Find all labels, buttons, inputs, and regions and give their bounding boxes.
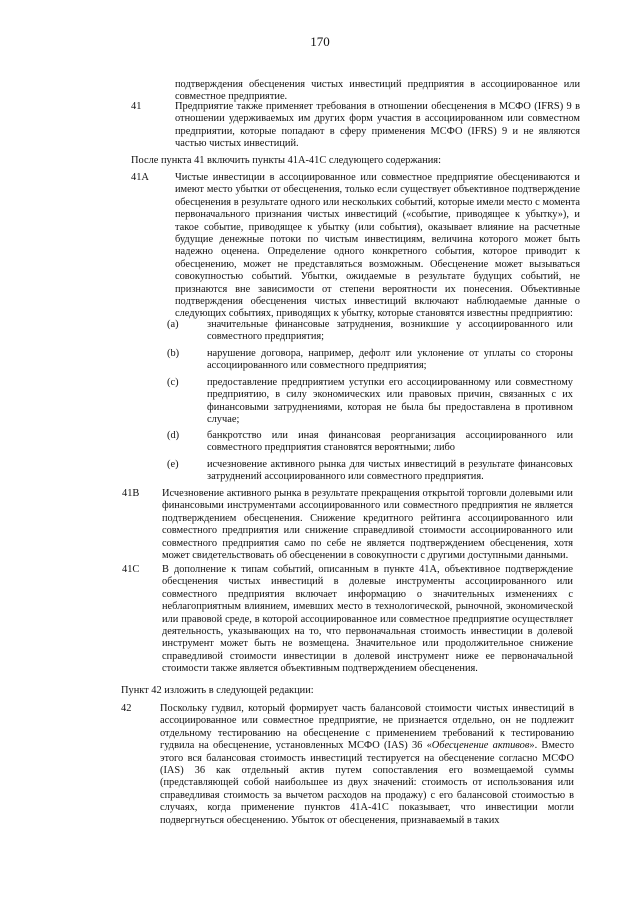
item-b-label: (b) — [167, 348, 180, 359]
para-42-text: Поскольку гудвил, который формирует часть балансовой стоимости чистых инвестиций в ассоциированное или совместное предприятие, не признается отдельно, он не подлежит отдельному тестированию на обесценение с применением требований к тестированию гудвила на обесценение, установленных МСФО (IAS) 36 «Обесценение активов». Вместо этого вся балансовая стоимость инвестиций тестируется на обесценение согласно МСФО (IAS) 36 как отдельный актив путем сопоставления его возмещаемой суммы (представляющей собой наибольшее из двух значений: стоимость от использования или справедливая стоимость за вычетом расходов на продажу) с его балансовой стоимостью в случаях, когда применение пунктов 41А-41С показывает, что инвестиции могли подвергнуться обесценению. Убыток от обесценения, признаваемый в таких — [160, 703, 575, 826]
item-e-text: исчезновение активного рынка для чистых инвестиций в результате финансовых затруднений ассоциированного или совместного предприятия. — [207, 459, 573, 483]
item-d-text: банкротство или иная финансовая реорганизация ассоциированного или совместного предприятия становятся вероятными; либо — [207, 430, 573, 454]
item-c-text: предоставление предприятием уступки его ассоциированному или совместному предприятию, в силу экономических или правовых причин, связанных с их финансовыми затруднениями, которая не была бы предоставлена в противном случае; — [207, 377, 573, 426]
instruction-42: Пункт 42 изложить в следующей редакции: — [121, 685, 314, 696]
para-41A-text: Чистые инвестиции в ассоциированное или совместное предприятие обесцениваются и имеют место убытки от обесценения, только если существует объективное подтверждение обесценения в результате одного или нескольких событий, которые имели место с момента первоначального признания чистых инвестиций («событие, приводящее к убытку»), и такое событие, приводящее к убытку (или события), оказывает влияние на расчетные будущие денежные потоки по чистым инвестициям, величина которого может быть надежно оценена. Определение одного конкретного события, которое приводит к обесценению, может не представляться возможным. Обесценение может вызываться совокупностью событий. Убытки, ожидаемые в результате будущих событий, не признаются вне зависимости от степени вероятности их понесения. Объективные подтверждения обесценения чистых инвестиций включают наблюдаемые данные о следующих событиях, приводящих к убытку, которые становятся известны предприятию: — [175, 172, 580, 320]
item-e-label: (e) — [167, 459, 179, 470]
para-41C-number: 41С — [122, 564, 140, 575]
item-c-label: (c) — [167, 377, 179, 388]
para-42-italic-title: Обесценение активов — [431, 740, 530, 752]
para-41-text: Предприятие также применяет требования в отношении обесценения в МСФО (IFRS) 9 в отношении удерживаемых им других форм участия в ассоциированном или совместном предприятии, которые попадают в сферу применения МСФО (IFRS) 9 и не являются частью чистых инвестиций. — [175, 101, 580, 150]
para-41-number: 41 — [131, 101, 142, 112]
item-a-label: (a) — [167, 319, 179, 330]
page-number: 170 — [310, 34, 330, 49]
instruction-41: После пункта 41 включить пункты 41А-41С следующего содержания: — [131, 155, 441, 166]
para-41C-text: В дополнение к типам событий, описанным в пункте 41А, объективное подтверждение обесценения чистых инвестиций в долевые инструменты ассоциированного или совместного предприятия включает информацию о значительных изменениях с неблагоприятным влиянием, имевших место в технологической, рыночной, экономической или правовой среде, в которой ассоциированное или совместное предприятие осуществляет деятельность, указывающих на то, что первоначальная стоимость инвестиции в долевой инструмент может быть не возмещена. Значительное или продолжительное снижение справедливой стоимости инвестиции в долевой инструмент ниже ее первоначальной стоимости также является объективным подтверждением обесценения. — [162, 564, 573, 675]
item-a-text: значительные финансовые затруднения, возникшие у ассоциированного или совместного предприятия; — [207, 319, 573, 343]
item-d-label: (d) — [167, 430, 180, 441]
para-41B-number: 41В — [122, 488, 140, 499]
para-42-number: 42 — [121, 703, 132, 714]
item-b-text: нарушение договора, например, дефолт или уклонение от уплаты со стороны ассоциированного или совместного предприятия; — [207, 348, 573, 372]
intro-continuation: подтверждения обесценения чистых инвестиций предприятия в ассоциированное или совместное предприятие. — [175, 79, 580, 103]
para-41A-number: 41А — [131, 172, 149, 183]
para-41B-text: Исчезновение активного рынка в результате прекращения открытой торговли долевыми или финансовыми инструментами ассоциированного или совместного предприятия не является подтверждением обесценения. Снижение кредитного рейтинга ассоциированного или совместного предприятия или снижение справедливой стоимости ассоциированного или совместного предприятия само по себе не является подтверждением обесценения, хотя может свидетельствовать об обесценении в совокупности с другими доступными данными. — [162, 488, 573, 562]
